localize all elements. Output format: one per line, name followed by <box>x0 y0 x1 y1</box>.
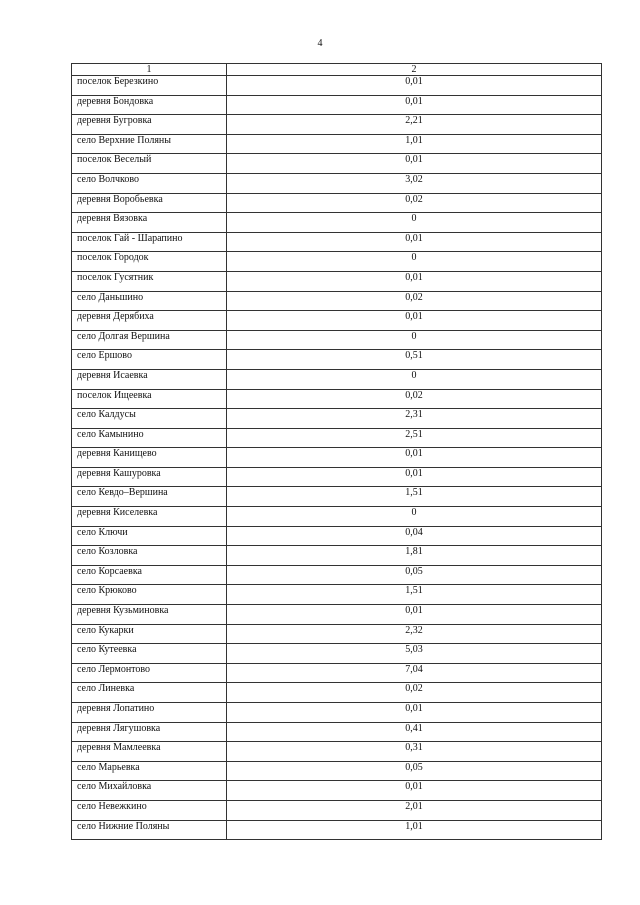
settlement-name-cell: поселок Ищеевка <box>72 389 227 409</box>
table-row <box>72 173 602 193</box>
settlement-name-cell: село Козловка <box>72 546 227 566</box>
settlement-name-cell: поселок Гусятник <box>72 271 227 291</box>
value-cell: 1,81 <box>227 546 602 566</box>
settlement-name-cell: село Корсаевка <box>72 565 227 585</box>
table-row <box>72 585 602 605</box>
table-body <box>72 76 602 840</box>
settlement-name-cell: деревня Кузьминовка <box>72 605 227 625</box>
value-cell: 7,04 <box>227 663 602 683</box>
value-cell: 0,01 <box>227 467 602 487</box>
table-row <box>72 781 602 801</box>
table-row <box>72 467 602 487</box>
settlement-name-cell: деревня Кашуровка <box>72 467 227 487</box>
value-cell: 0,41 <box>227 722 602 742</box>
value-cell: 1,51 <box>227 487 602 507</box>
value-cell: 0 <box>227 330 602 350</box>
settlement-name-cell: деревня Воробьевка <box>72 193 227 213</box>
value-cell: 1,01 <box>227 820 602 840</box>
value-cell: 0,01 <box>227 95 602 115</box>
value-cell: 0,01 <box>227 311 602 331</box>
table-row <box>72 350 602 370</box>
value-cell: 0 <box>227 252 602 272</box>
settlement-name-cell: деревня Бугровка <box>72 115 227 135</box>
table-row <box>72 624 602 644</box>
table-row <box>72 115 602 135</box>
value-cell: 1,51 <box>227 585 602 605</box>
table-row <box>72 742 602 762</box>
settlement-name-cell: село Камынино <box>72 428 227 448</box>
column-header-1: 1 <box>72 64 227 76</box>
value-cell: 0,01 <box>227 232 602 252</box>
value-cell: 0,01 <box>227 448 602 468</box>
value-cell: 2,01 <box>227 800 602 820</box>
value-cell: 0,01 <box>227 781 602 801</box>
settlement-name-cell: село Невежкино <box>72 800 227 820</box>
value-cell: 0,01 <box>227 154 602 174</box>
value-cell: 0,51 <box>227 350 602 370</box>
table-row <box>72 428 602 448</box>
table-row <box>72 134 602 154</box>
value-cell: 5,03 <box>227 644 602 664</box>
settlement-name-cell: поселок Березкино <box>72 76 227 96</box>
table-row <box>72 605 602 625</box>
settlement-name-cell: село Ершово <box>72 350 227 370</box>
value-cell: 0,01 <box>227 76 602 96</box>
table-row <box>72 663 602 683</box>
settlement-name-cell: деревня Исаевка <box>72 369 227 389</box>
value-cell: 0,05 <box>227 565 602 585</box>
settlement-name-cell: поселок Веселый <box>72 154 227 174</box>
settlement-name-cell: деревня Канищево <box>72 448 227 468</box>
table-row <box>72 271 602 291</box>
page-number: 4 <box>317 38 323 49</box>
table-row <box>72 565 602 585</box>
table-row <box>72 409 602 429</box>
settlement-name-cell: село Кутеевка <box>72 644 227 664</box>
table-row <box>72 722 602 742</box>
settlement-name-cell: село Даньшино <box>72 291 227 311</box>
table-row <box>72 644 602 664</box>
value-cell: 0,05 <box>227 761 602 781</box>
value-cell: 0,02 <box>227 291 602 311</box>
value-cell: 0,02 <box>227 683 602 703</box>
settlement-name-cell: село Кевдо–Вершина <box>72 487 227 507</box>
settlement-name-cell: село Кукарки <box>72 624 227 644</box>
table-row <box>72 546 602 566</box>
table-row <box>72 330 602 350</box>
settlement-name-cell: село Лермонтово <box>72 663 227 683</box>
table-row <box>72 703 602 723</box>
settlement-name-cell: поселок Гай - Шарапино <box>72 232 227 252</box>
value-cell: 0,02 <box>227 389 602 409</box>
table-row <box>72 389 602 409</box>
column-header-2: 2 <box>227 64 602 76</box>
value-cell: 0,04 <box>227 526 602 546</box>
value-cell: 2,31 <box>227 409 602 429</box>
value-cell: 0 <box>227 213 602 233</box>
value-cell: 2,21 <box>227 115 602 135</box>
value-cell: 2,32 <box>227 624 602 644</box>
table-row <box>72 232 602 252</box>
settlement-name-cell: село Долгая Вершина <box>72 330 227 350</box>
settlement-name-cell: деревня Вязовка <box>72 213 227 233</box>
table-row <box>72 154 602 174</box>
settlement-name-cell: деревня Мамлеевка <box>72 742 227 762</box>
settlement-name-cell: деревня Бондовка <box>72 95 227 115</box>
value-cell: 0,02 <box>227 193 602 213</box>
value-cell: 0,31 <box>227 742 602 762</box>
settlement-name-cell: село Калдусы <box>72 409 227 429</box>
table-row <box>72 487 602 507</box>
value-cell: 0,01 <box>227 703 602 723</box>
table-row <box>72 213 602 233</box>
value-cell: 2,51 <box>227 428 602 448</box>
settlement-name-cell: село Верхние Поляны <box>72 134 227 154</box>
table-row <box>72 95 602 115</box>
settlement-name-cell: село Волчково <box>72 173 227 193</box>
table-row <box>72 448 602 468</box>
table-row <box>72 683 602 703</box>
settlement-name-cell: село Марьевка <box>72 761 227 781</box>
settlement-name-cell: деревня Лягушовка <box>72 722 227 742</box>
table-row <box>72 311 602 331</box>
settlement-name-cell: деревня Лопатино <box>72 703 227 723</box>
value-cell: 3,02 <box>227 173 602 193</box>
table-row <box>72 507 602 527</box>
settlement-name-cell: село Ключи <box>72 526 227 546</box>
table-row <box>72 800 602 820</box>
settlement-name-cell: деревня Киселевка <box>72 507 227 527</box>
value-cell: 0,01 <box>227 605 602 625</box>
settlement-name-cell: деревня Дерябиха <box>72 311 227 331</box>
value-cell: 1,01 <box>227 134 602 154</box>
value-cell: 0 <box>227 369 602 389</box>
table-row <box>72 820 602 840</box>
settlement-name-cell: село Нижние Поляны <box>72 820 227 840</box>
settlement-name-cell: село Линевка <box>72 683 227 703</box>
value-cell: 0,01 <box>227 271 602 291</box>
table-row <box>72 291 602 311</box>
settlement-name-cell: село Михайловка <box>72 781 227 801</box>
table-row <box>72 76 602 96</box>
settlement-table <box>71 63 602 840</box>
table-row <box>72 252 602 272</box>
table-row <box>72 526 602 546</box>
table-row <box>72 369 602 389</box>
table-header-row <box>72 64 602 76</box>
table-row <box>72 193 602 213</box>
table-header <box>72 64 602 76</box>
settlement-name-cell: поселок Городок <box>72 252 227 272</box>
settlement-name-cell: село Крюково <box>72 585 227 605</box>
value-cell: 0 <box>227 507 602 527</box>
table-row <box>72 761 602 781</box>
